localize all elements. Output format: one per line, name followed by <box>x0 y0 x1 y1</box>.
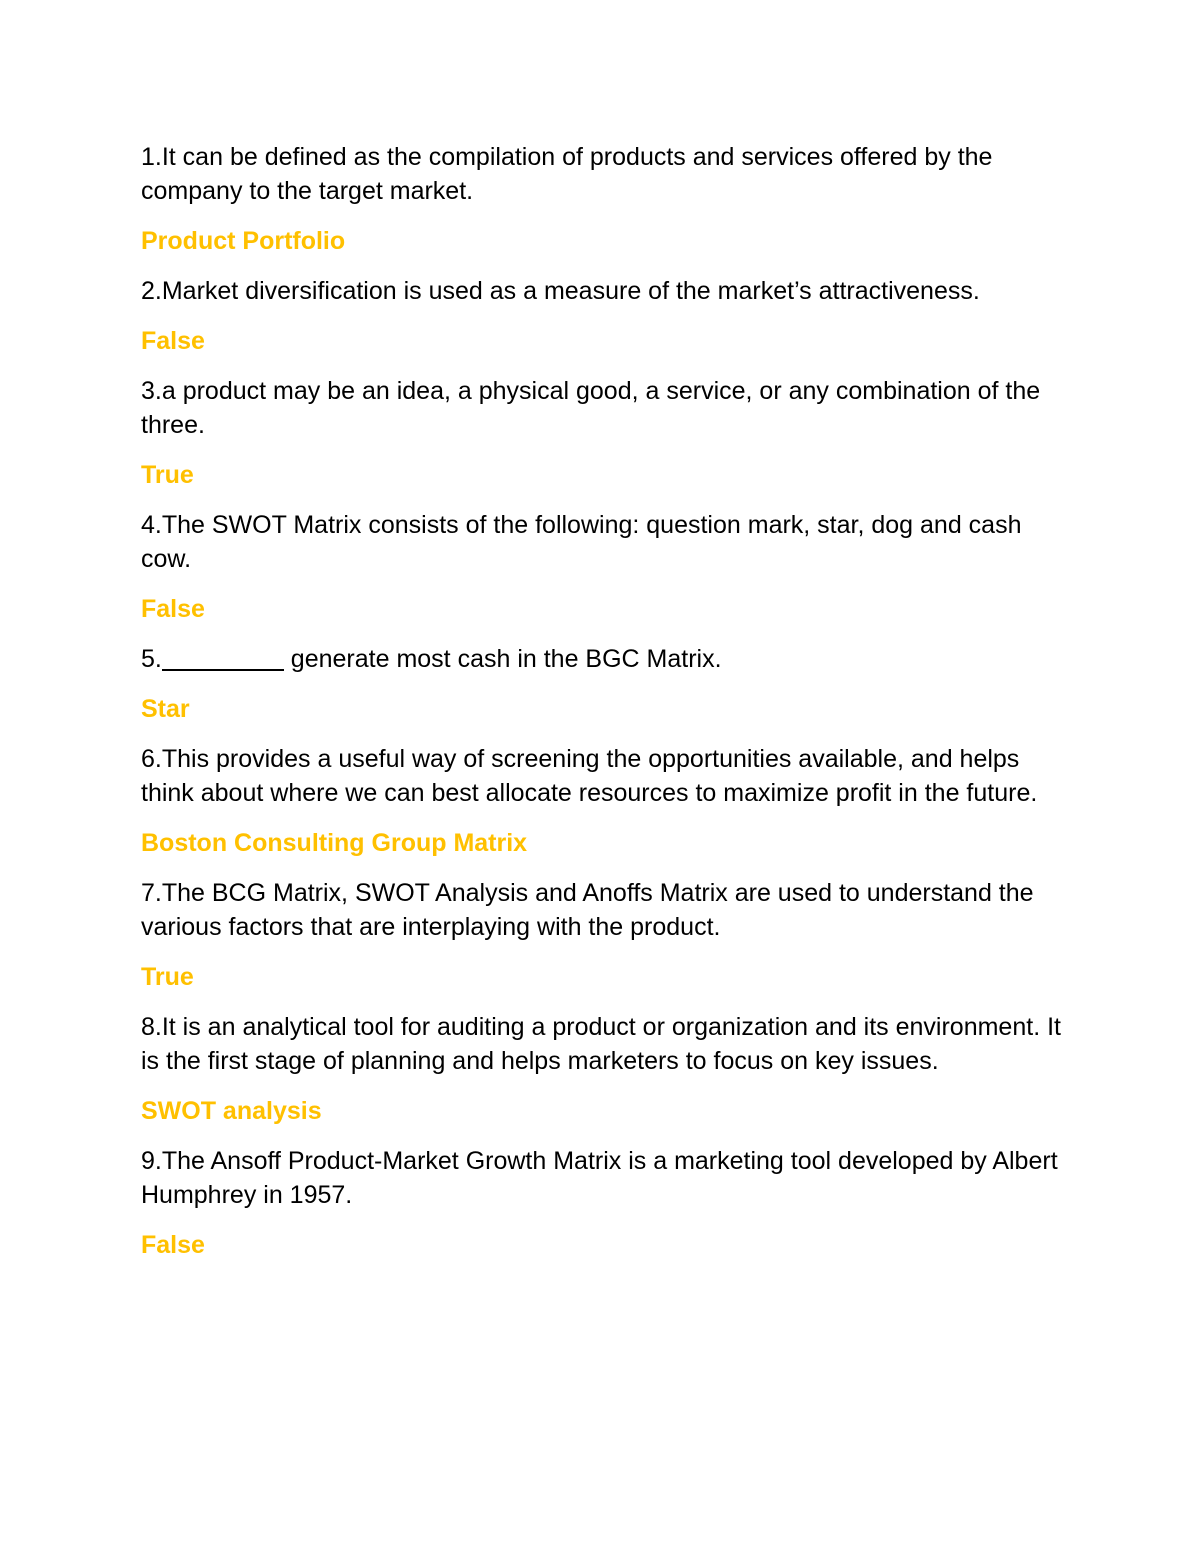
question-8: 8.It is an analytical tool for auditing a product or organization and its environment. It is the first stage of planning and helps marketers to focus on key issues. <box>141 1013 1061 1075</box>
answer-7: True <box>141 963 194 991</box>
question-5-prefix: 5. <box>141 645 162 673</box>
answer-5: Star <box>141 695 190 723</box>
question-5-suffix: generate most cash in the BGC Matrix. <box>283 645 722 673</box>
answer-2: False <box>141 327 205 355</box>
question-7: 7.The BCG Matrix, SWOT Analysis and Anoffs Matrix are used to understand the various factors that are interplaying with the product. <box>141 879 1034 941</box>
answer-1: Product Portfolio <box>141 227 346 255</box>
question-4: 4.The SWOT Matrix consists of the following: question mark, star, dog and cash cow. <box>141 511 1022 573</box>
question-1: 1.It can be defined as the compilation of products and services offered by the company to the target market. <box>141 143 993 205</box>
answer-8: SWOT analysis <box>141 1097 322 1125</box>
answer-9: False <box>141 1231 205 1259</box>
question-6: 6.This provides a useful way of screening the opportunities available, and helps think about where we can best allocate resources to maximize profit in the future. <box>141 745 1038 807</box>
answer-6: Boston Consulting Group Matrix <box>141 829 528 857</box>
question-2: 2.Market diversification is used as a measure of the market’s attractiveness. <box>141 277 980 305</box>
question-5 <box>141 642 1071 676</box>
question-9: 9.The Ansoff Product-Market Growth Matrix is a marketing tool developed by Albert Humphrey in 1957. <box>141 1147 1058 1209</box>
answer-4: False <box>141 595 205 623</box>
quiz-document <box>141 140 1071 1278</box>
answer-3: True <box>141 461 194 489</box>
question-5-blank <box>162 645 284 671</box>
question-3: 3.a product may be an idea, a physical good, a service, or any combination of the three. <box>141 377 1041 439</box>
